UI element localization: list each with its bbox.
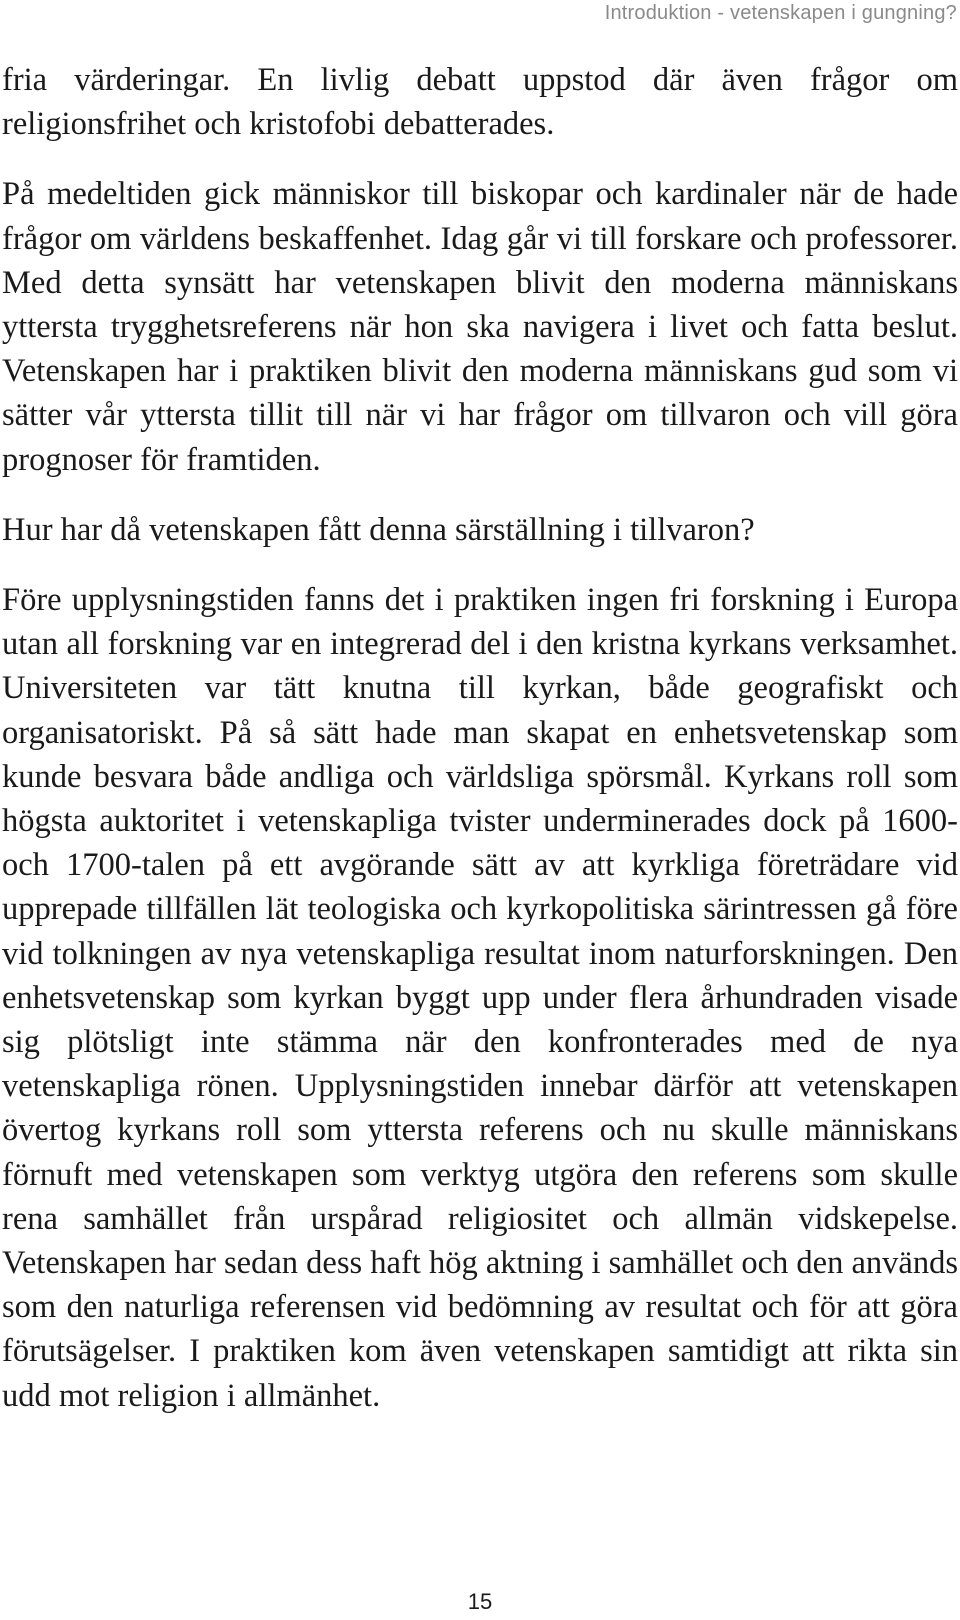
paragraph-medieval: På medeltiden gick människor till biskopar och kardinaler när de hade frågor om världens beskaffenhet. Idag går vi till forskare och professorer. Med detta synsätt har vetenskapen blivit den moderna människans yttersta trygghetsreferens när hon ska navigera i livet och fatta beslut. Vetenskapen har i praktiken blivit den moderna människans gud som vi sätter vår yttersta tillit till när vi har frågor om tillvaron och vill göra prognoser för framtiden. xyxy=(2,176,958,478)
body-text xyxy=(2,58,958,1418)
paragraph-enlightenment: Före upplysningstiden fanns det i praktiken ingen fri forskning i Europa utan all forskning var en integrerad del i den kristna kyrkans verksamhet. Universiteten var tätt knutna till kyrkan, både geografiskt och organisatoriskt. På så sätt hade man skapat en enhetsvetenskap som kunde besvara både andliga och världsliga spörsmål. Kyrkans roll som högsta auktoritet i vetenskapliga tvister underminerades dock på 1600- och 1700-talen på ett avgörande sätt av att kyrkliga företrädare vid upprepade tillfällen lät teologiska och kyrkopolitiska särintressen gå före vid tolkningen av nya vetenskapliga resultat inom naturforskningen. Den enhetsvetenskap som kyrkan byggt upp under flera århundraden visade sig plötsligt inte stämma när den konfronterades med de nya vetenskapliga rönen. Upplysningstiden innebar därför att vetenskapen övertog kyrkans roll som yttersta referens och nu skulle människans förnuft med vetenskapen som verktyg utgöra den referens som skulle rena samhället från urspårad religiositet och allmän vidskepelse. Vetenskapen har sedan dess haft hög aktning i samhället och den används som den naturliga referensen vid bedömning av resultat och för att göra förutsägelser. I praktiken kom även vetenskapen samtidigt att rikta sin udd mot religion i allmänhet. xyxy=(2,582,958,1414)
paragraph-question: Hur har då vetenskapen fått denna särställning i tillvaron? xyxy=(2,511,755,548)
page-number: 15 xyxy=(467,1589,493,1614)
running-header: Introduktion - vetenskapen i gungning? xyxy=(604,2,957,24)
paragraph-continuation: fria värderingar. En livlig debatt uppstod där även frågor om religionsfrihet och kristofobi debatterades. xyxy=(2,62,958,143)
